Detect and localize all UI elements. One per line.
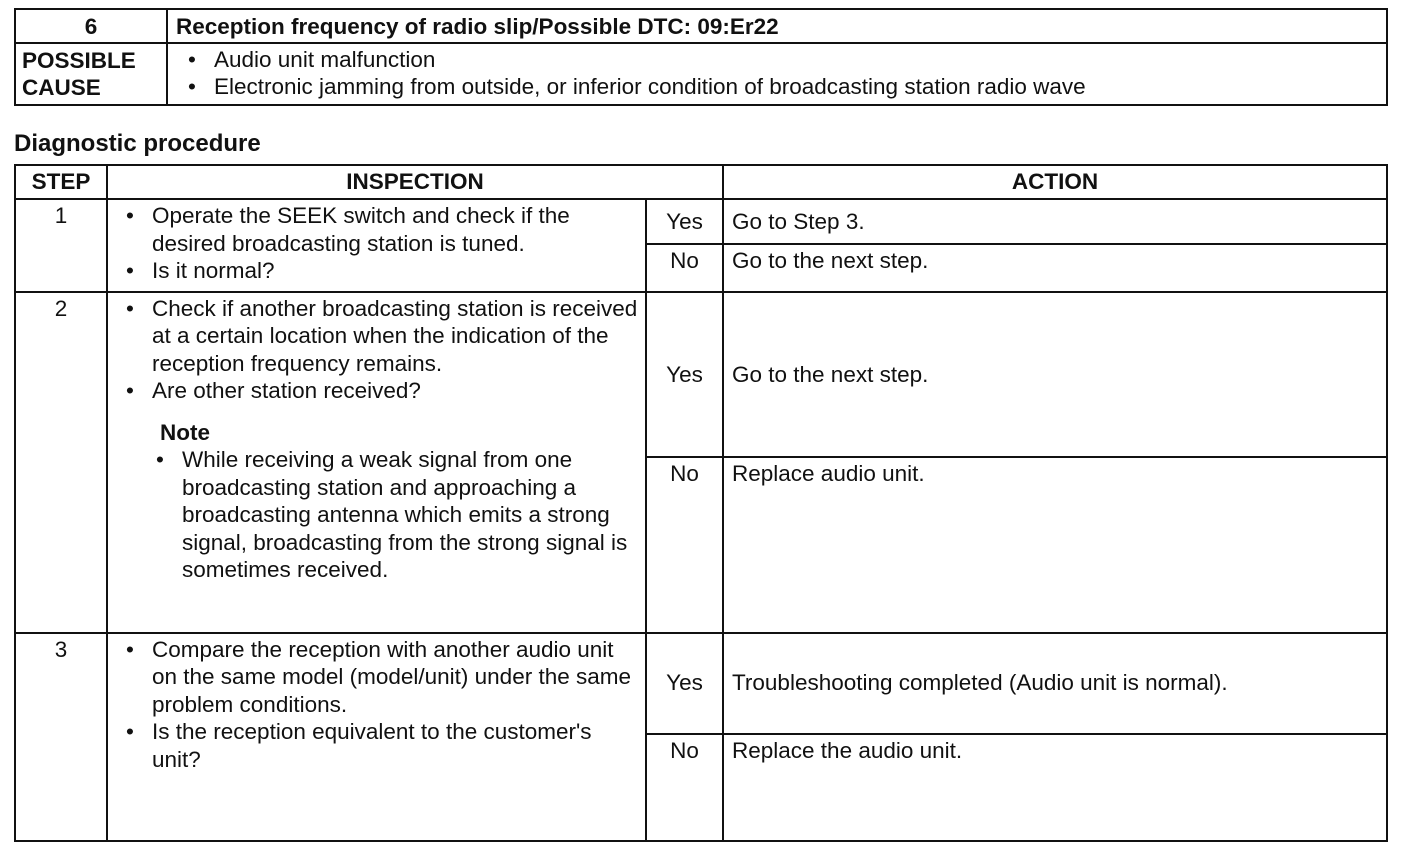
symptom-title: Reception frequency of radio slip/Possible DTC: 09:Er22 xyxy=(167,9,1387,43)
table-row xyxy=(15,292,1387,458)
table-header-row xyxy=(15,165,1387,199)
table-row xyxy=(15,633,1387,734)
possible-cause-label xyxy=(15,43,167,105)
no-label: No xyxy=(646,734,723,841)
possible-cause-list-cell xyxy=(167,43,1387,105)
inspection-cell xyxy=(107,633,646,841)
diagnostic-procedure-table xyxy=(14,164,1388,842)
possible-cause-item: • Electronic jamming from outside, or inferior condition of broadcasting station radio wave xyxy=(184,73,1386,100)
symptom-header-table xyxy=(14,8,1388,106)
yes-action: Go to Step 3. xyxy=(723,199,1387,244)
no-label: No xyxy=(646,244,723,292)
inspection-cell xyxy=(107,199,646,292)
note-list xyxy=(122,446,639,584)
yes-label: Yes xyxy=(646,199,723,244)
inspection-item: • Is the reception equivalent to the customer's unit? xyxy=(122,718,639,773)
note-item: • While receiving a weak signal from one broadcasting station and approaching a broadcasting antenna which emits a strong signal, broadcasting from the strong signal is sometimes received. xyxy=(152,446,639,584)
inspection-list xyxy=(122,636,639,774)
possible-cause-label-line1: POSSIBLE xyxy=(22,48,136,73)
no-action: Replace audio unit. xyxy=(723,457,1387,632)
possible-cause-list xyxy=(184,46,1386,100)
yes-action: Go to the next step. xyxy=(723,292,1387,458)
inspection-list xyxy=(122,295,639,405)
inspection-item: • Operate the SEEK switch and check if the desired broadcasting station is tuned. xyxy=(122,202,639,257)
column-header-step: STEP xyxy=(15,165,107,199)
step-number: 3 xyxy=(15,633,107,841)
possible-cause-item: • Audio unit malfunction xyxy=(184,46,1386,73)
section-title: Diagnostic procedure xyxy=(14,130,261,157)
inspection-cell xyxy=(107,292,646,633)
yes-label: Yes xyxy=(646,633,723,734)
column-header-action: ACTION xyxy=(723,165,1387,199)
step-number: 1 xyxy=(15,199,107,292)
possible-cause-label-line2: CAUSE xyxy=(22,75,101,100)
yes-label: Yes xyxy=(646,292,723,458)
inspection-item: • Check if another broadcasting station is received at a certain location when the indication of the reception frequency remains. xyxy=(122,295,639,378)
note-title: Note xyxy=(160,419,210,445)
inspection-item: • Is it normal? xyxy=(122,257,639,285)
symptom-number: 6 xyxy=(15,9,167,43)
yes-action: Troubleshooting completed (Audio unit is normal). xyxy=(723,633,1387,734)
no-action: Go to the next step. xyxy=(723,244,1387,292)
inspection-item: • Compare the reception with another audio unit on the same model (model/unit) under the same problem conditions. xyxy=(122,636,639,719)
inspection-item: • Are other station received? xyxy=(122,377,639,405)
inspection-list xyxy=(122,202,639,285)
step-number: 2 xyxy=(15,292,107,633)
column-header-inspection: INSPECTION xyxy=(107,165,723,199)
no-label: No xyxy=(646,457,723,632)
no-action: Replace the audio unit. xyxy=(723,734,1387,841)
table-row xyxy=(15,199,1387,244)
